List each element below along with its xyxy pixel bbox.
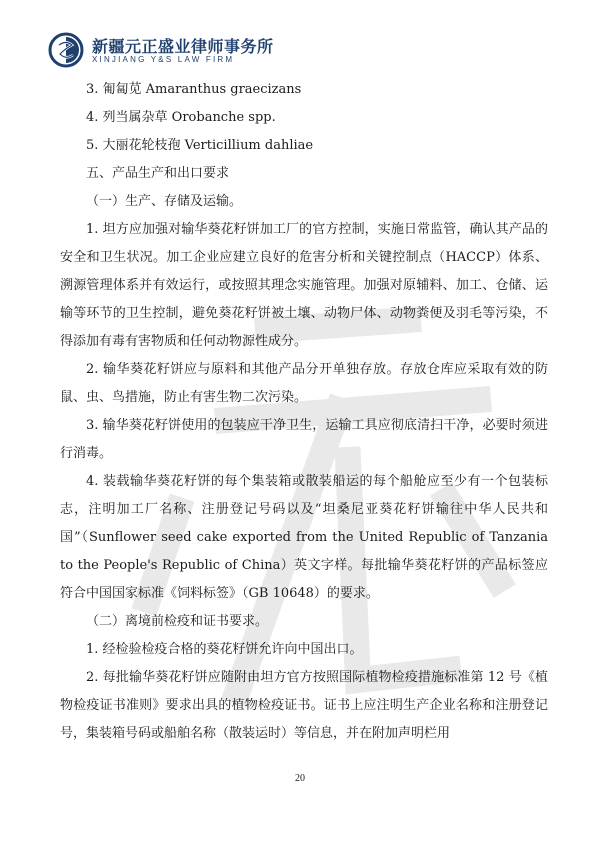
firm-name-cn: 新疆元正盛业律师事务所 bbox=[92, 37, 274, 56]
document-body bbox=[60, 76, 548, 748]
list-item-amaranthus: 3. 匍匐苋 Amaranthus graecizans bbox=[86, 82, 302, 97]
letterhead bbox=[48, 28, 568, 72]
firm-name-en: XINJIANG Y&S LAW FIRM bbox=[92, 55, 235, 64]
subsection-heading: （二）离境前检疫和证书要求。 bbox=[86, 614, 269, 629]
firm-logo-icon bbox=[48, 32, 84, 68]
paragraph: 1. 坦方应加强对输华葵花籽饼加工厂的官方控制，实施日常监管，确认其产品的安全和卫生状况。加工企业应建立良好的危害分析和关键控制点（HACCP）体系、溯源管理体系并有效运行，或按照其理念实施管理。加强对原辅料、加工、仓储、运输等环节的卫生控制，避免葵花籽饼被土壤、动物尸体、动物粪便及羽毛等污染，不得添加有毒有害物质和任何动物源性成分。 bbox=[60, 222, 548, 349]
list-item-verticillium: 5. 大丽花轮枝孢 Verticillium dahliae bbox=[86, 138, 314, 153]
subsection-heading: （一）生产、存储及运输。 bbox=[86, 194, 243, 209]
paragraph: 2. 输华葵花籽饼应与原料和其他产品分开单独存放。存放仓库应采取有效的防鼠、虫、鸟措施，防止有害生物二次污染。 bbox=[60, 362, 548, 405]
paragraph: 4. 装载输华葵花籽饼的每个集装箱或散装船运的每个船舱应至少有一个包装标志，注明加工厂名称、注册登记号码以及“坦桑尼亚葵花籽饼输往中华人民共和国”（Sunflower seed cake exported from the United Republic of Tanzania to the People's Republic of China）英文字样。每批输华葵花籽饼的产品标签应符合中国国家标准《饲料标签》（GB 10648）的要求。 bbox=[60, 474, 548, 601]
paragraph: 1. 经检验检疫合格的葵花籽饼允许向中国出口。 bbox=[86, 642, 363, 657]
paragraph: 3. 输华葵花籽饼使用的包装应干净卫生，运输工具应彻底清扫干净，必要时须进行消毒。 bbox=[60, 418, 548, 461]
section-heading: 五、产品生产和出口要求 bbox=[86, 166, 230, 181]
list-item-orobanche: 4. 列当属杂草 Orobanche spp. bbox=[86, 110, 276, 125]
paragraph: 2. 每批输华葵花籽饼应随附由坦方官方按照国际植物检疫措施标准第 12 号《植物检疫证书准则》要求出具的植物检疫证书。证书上应注明生产企业名称和注册登记号，集装箱号码或船舶名称（散装运时）等信息，并在附加声明栏用 bbox=[60, 670, 548, 741]
page-number: 20 bbox=[295, 773, 305, 784]
